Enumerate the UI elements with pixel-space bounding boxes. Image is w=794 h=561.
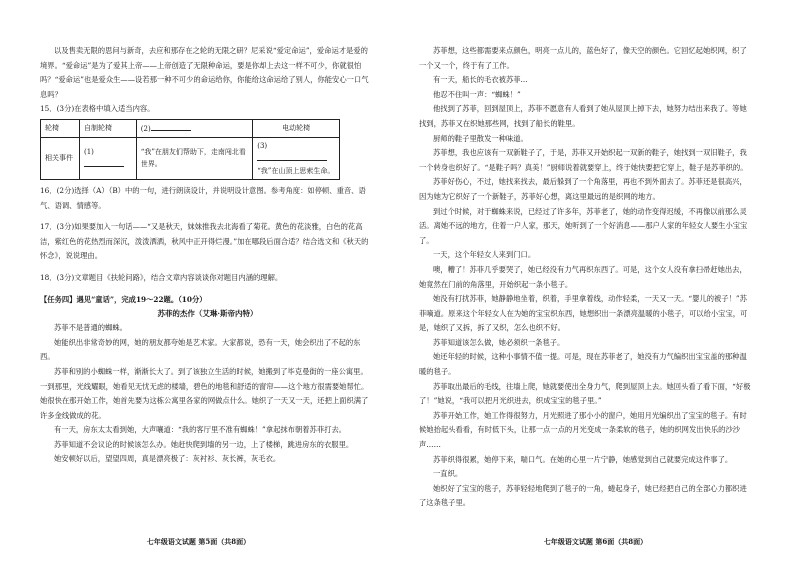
answer-blank[interactable]: [151, 122, 191, 131]
story-paragraph: 苏菲取出最后的毛线，往墙上爬，她就要使出全身力气，爬到屋顶上去。她回头看了看下面，“好极了！”她说，“我可以把月光织进去，织成宝宝的毯子里。”: [419, 381, 751, 406]
story-paragraph: 她能织出非常奇妙的网，她的朋友都夸她是艺术家。大家都说，恐有一天，她会织出了不起的东西。: [40, 337, 361, 362]
story-paragraph: 厨师的鞋子里散发一种味道。: [433, 133, 528, 143]
story-paragraph: 苏菲想，我也应该有一双新鞋子了，于是，苏菲又开始织起一双新的鞋子，她找到一双旧鞋子，我一个转身也织好了。“是鞋子吗？真美！”厨师说着就要穿上，终于她快要把它穿上，鞋子是苏菲织的。: [419, 148, 748, 172]
answer-table: [40, 119, 340, 180]
table-cell-3-label: (3): [257, 141, 268, 150]
story-paragraph: 到过个时候，对于蜘蛛来说，已经过了许多年，苏菲老了，她的动作变得迟缓，不再像以前那么灵活。离她不远的地方，住着一户人家，那天，她听到了一个好消息——那户人家的年轻女人要生小宝宝了。: [419, 206, 748, 245]
question-15: 15．(3分)在表格中填入适当内容。: [40, 104, 155, 114]
story-title: 苏菲的杰作（艾琳·斯帝内特）: [157, 309, 258, 319]
table-header-3: [136, 119, 252, 137]
question-16: 16．(2分)选择（A）（B）中的一句，进行朗读设计，并说明设计意图。参考角度：如停顿、重音、语气、语调、情感等。: [40, 185, 366, 210]
question-17: 17．(3分)如果要加入一句话——“又是秋天，妹妹推我去北海看了菊花。黄色的花淡雅，白色的花高洁，紫红色的花热烈而深沉，泼泼洒洒，秋风中正开得烂漫。”加在哪段后面合适？结合选文和《秋天的怀念》，说说理由。: [40, 222, 369, 261]
story-paragraph: 一直织。: [433, 469, 463, 479]
table-cell-4: “我”在山顶上思索生命。: [257, 166, 335, 175]
story-paragraph: 苏菲不是普通的蜘蛛。: [54, 323, 127, 333]
story-paragraph: 苏菲想，这些都需要来点颜色，明亮一点儿的，蓝色好了，像天空的颜色。它回忆起她织网，织了一个又一个，终于有了工作。: [419, 46, 747, 70]
story-paragraph: 她没有打扰苏菲，她静静地坐着，织着，手里拿着线，动作轻柔，一天又一天。“婴儿的被子！”苏菲嘀道。原来这个年轻女人在为她的宝宝织东西，她想织出一条漂亮温暖的小毯子，可以给小宝宝，可是，她织了又拆，拆了又织，怎么也织不好。: [419, 294, 748, 333]
task-four-heading: 【任务四】遇见“童话”，完成19～22题。（10分）: [40, 294, 207, 304]
page-footer: 七年级语文试题 第6面（共8面）: [543, 537, 648, 546]
story-paragraph: 她还年轻的时候，这种小事情不值一提。可是，现在苏菲老了，她没有力气编织出宝宝盖的那种温暖的毯子。: [419, 352, 747, 377]
story-paragraph: 噢，糟了！苏菲几乎要哭了，她已经没有力气再织东西了。可是，这个女人没有拿扫帚赶她出去，她竟然在门前的角落里，开始织起一条小毯子。: [419, 264, 747, 289]
intro-paragraph: 以及售卖无限的思问与新奇，去应和那存在之轮的无限之研？尼采说“爱定命运”，爱命运才是爱的境界。“爱命运”是为了爱其上帝——上帝创造了无限种命运，要是你却上去这一样不可少，你就很怕吗？“爱命运”也是爱众生——设若那一种不可少的命运给你，你能给这命运给了别人，你能安心一口气息吗？: [40, 46, 369, 99]
story-paragraph: 有一天，船长的毛衣被苏菲...: [433, 75, 528, 85]
table-header-3-label: (2): [140, 124, 151, 133]
question-18: 18．(3分)文章题目《扶轮问路》，结合文章内容谈谈你对题目内涵的理解。: [40, 272, 283, 282]
table-header-2: 自制轮椅: [80, 119, 137, 137]
answer-blank[interactable]: [257, 152, 327, 161]
story-paragraph: 苏菲知道该怎么做，她必须织一条毯子。: [433, 337, 565, 347]
table-cell-1-label: (1): [84, 147, 94, 156]
story-paragraph: 她织好了宝宝的毯子，苏菲轻轻地爬到了毯子的一角，蜷起身子，她已经把自己的全部心力都织进了这条毯子里。: [419, 483, 747, 508]
table-cell-2: “我”在朋友们帮助下，走南闯北看世界。: [136, 137, 252, 179]
table-row-label: 相关事件: [41, 137, 80, 179]
story-paragraph: 苏菲织得很累，她停下来，喘口气。在她的心里一片宁静，她感觉到自己就要完成这件事了。: [433, 454, 733, 464]
story-paragraph: 苏菲知道不会议论的时候该怎么办。她赶快爬到墙的另一边，上了楼梯，跳进房东的衣服里。: [54, 439, 354, 449]
table-header-4: 电动轮椅: [253, 119, 340, 137]
table-header-1: 轮椅: [41, 119, 80, 137]
table-cell-1: [80, 137, 137, 179]
story-paragraph: 有一天，房东太太看到她，大声嚷道：“我的客厅里不准有蜘蛛！”拿起抹布朝着苏菲打去。: [54, 425, 347, 435]
story-paragraph: 一天，这个年轻女人来到门口。: [433, 250, 536, 260]
story-paragraph: 苏菲好伤心，不过，她找来找去，最后躲到了一个角落里，再也不到外面去了。苏菲还是很高兴，因为她为它织好了一个新鞋子，苏菲好心想，离这里最远的是织网的地方。: [419, 177, 747, 201]
story-paragraph: 苏菲和别的小蜘蛛一样，渐渐长大了。到了该独立生活的时候，她搬到了毕克曼街的一座公寓里。一到那里，光线耀眼，她看见无忧无虑的楼墙，碧色的地毯和舒适的窗帘——这个地方很需要她帮忙。她很快在那开始工作，她首先要为这栋公寓里各家的网做点什么。她织了一天又一天，还把上面织满了许多金线做成的花。: [40, 366, 369, 420]
story-paragraph: 他找到了苏菲，回到屋顶上，苏菲不愿意有人看到了她从屋顶上掉下去，她努力结出来我了。等她找到，苏菲又在织她那些网，找到了船长的鞋里。: [419, 104, 747, 128]
page-footer: 七年级语文试题 第5面（共8面）: [146, 537, 251, 546]
right-page: [397, 0, 794, 561]
answer-blank[interactable]: [84, 158, 124, 167]
story-paragraph: 他忍不住叫一声：“蜘蛛！”: [433, 89, 521, 99]
story-paragraph: 苏菲开始工作，她工作得很努力，月光照进了那小小的窗户，她用月光编织出了宝宝的毯子。有时候她抬起头看看，有时低下头，让那一点一点的月光变成一条柔软的毯子，她的织网发出快乐的沙沙声……: [419, 410, 747, 450]
story-paragraph: 她安顿好以后，望望四周，真是漂亮极了：灰衬衫、灰长裤，灰毛衣。: [54, 454, 281, 464]
table-cell-3-4: [253, 137, 340, 179]
